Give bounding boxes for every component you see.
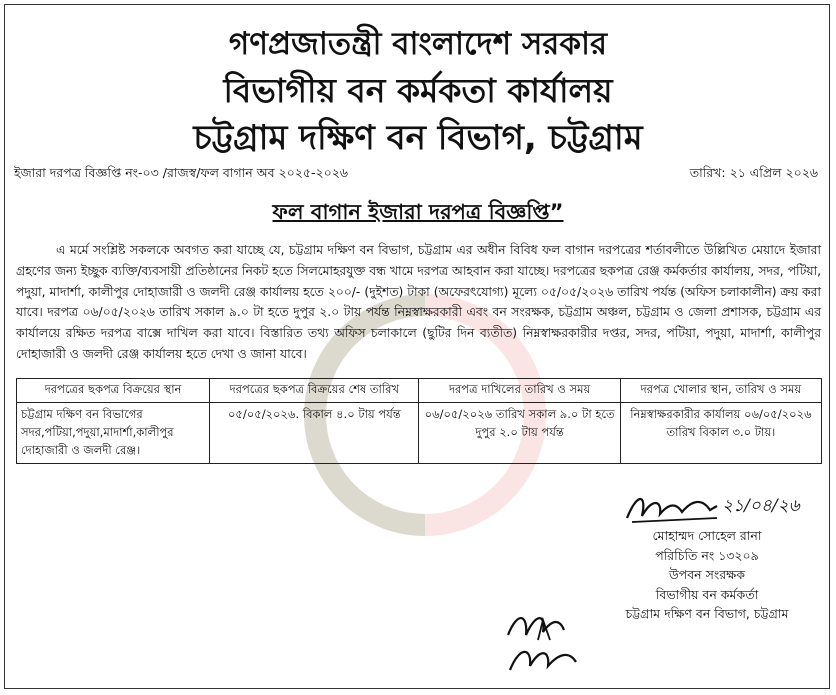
body-paragraph: এ মর্মে সংশ্লিষ্ট সকলকে অবগত করা যাচ্ছে যে, চট্টগ্রাম দক্ষিণ বন বিভাগ, চট্টগ্রাম এর অধীন বিবিধ ফল বাগান দরপত্রের শর্তাবলীতে উল্লিখিত মেয়াদে ইজারা গ্রহণের জন্য ইচ্ছুক ব্যক্তি/ব্যবসায়ী প্রতিষ্ঠানের নিকট হতে সিলমোহরযুক্ত বন্ধ খামে দরপত্র আহবান করা যাচ্ছে। দরপত্রের ছকপত্র রেঞ্জ কর্মকর্তার কার্যালয়, সদর, পটিয়া, পদুয়া, মাদার্শা, কালীপুর দোহাজারী ও জলদী রেঞ্জ কার্যালয় হতে ২০০/- (দুইশত) টাকা (অফেরৎযোগ্য) মূল্যে ০৫/০৫/২০২৬ তারিখ পর্যন্ত (অফিস চলাকালীন) ক্রয় করা যাবে। দরপত্র ০৬/০৫/২০২৬ তারিখ সকাল ৯.০ টা হতে দুপুর ২.০ টায় পর্যন্ত নিম্নস্বাক্ষরকারী এবং বন সংরক্ষক, চট্টগ্রাম অঞ্চল, চট্টগ্রাম ও জেলা প্রশাসক, চট্টগ্রাম এর কার্যালয়ে রক্ষিত দরপত্র বাক্সে দাখিল করা যাবে। বিস্তারিত তথ্য অফিস চলাকালে (ছুটির দিন ব্যতীত) নিম্নস্বাক্ষরকারীর দপ্তর, সদর, পটিয়া, পদুয়া, মাদার্শা, কালীপুর দোহাজারী ও জলদী রেঞ্জ কার্যালয় হতে দেখা ও জানা যাবে। bbox=[16, 243, 821, 361]
table-row bbox=[17, 403, 822, 464]
signatory-designation: বিভাগীয় বন কর্মকর্তা bbox=[655, 586, 759, 602]
table-cell: ০৬/০৫/২০২৬ তারিখ সকাল ৯.০ টা হতে দুপুর ২.০ টায় পর্যন্ত bbox=[419, 403, 620, 464]
table-cell: নিম্নস্বাক্ষরকারীর কার্যালয় ০৬/০৫/২০২৬ তারিখ বিকাল ৩.০ টায়। bbox=[620, 403, 821, 464]
memo-reference: ইজারা দরপত্র বিজ্ঞপ্তি নং-০৩ /রাজস্ব/ফল বাগান অব ২০২৫-২০২৬ bbox=[14, 165, 349, 180]
table-header-row bbox=[17, 379, 822, 403]
notice-title-text: ফল বাগান ইজারা দরপত্র বিজ্ঞপ্তি” bbox=[272, 200, 564, 224]
tender-schedule-table bbox=[16, 378, 822, 464]
signatory-id: পরিচিতি নং ১৩২০৯ bbox=[655, 547, 759, 563]
signature-date: ২১/০৪/২৬ bbox=[722, 496, 800, 516]
table-cell: চট্টগ্রাম দক্ষিণ বন বিভাগের সদর,পটিয়া,পদুয়া,মাদার্শা,কালীপুর দোহাজারী ও জলদী রেঞ্জ। bbox=[17, 403, 210, 464]
notice-title bbox=[0, 196, 836, 231]
table-header: দরপত্রের ছকপত্র বিক্রয়ের শেষ তারিখ bbox=[210, 379, 419, 403]
table-header: দরপত্র দাখিলের তারিখ ও সময় bbox=[419, 379, 620, 403]
header-government: গণপ্রজাতন্ত্রী বাংলাদেশ সরকার bbox=[228, 26, 608, 62]
header-office: বিভাগীয় বন কর্মকতা কার্যালয় bbox=[223, 71, 613, 110]
signatory-block bbox=[582, 526, 832, 624]
memo-date: তারিখ: ২১ এপ্রিল ২০২৬ bbox=[689, 165, 818, 180]
signatory-name: মোহাম্মদ সোহেল রানা bbox=[652, 528, 762, 543]
signatory-office: চট্টগ্রাম দক্ষিণ বন বিভাগ, চট্টগ্রাম bbox=[625, 606, 789, 621]
table-header: দরপত্র খোলার স্থান, তারিখ ও সময় bbox=[620, 379, 821, 403]
header-division: চট্টগ্রাম দক্ষিণ বন বিভাগ, চট্টগ্রাম bbox=[193, 118, 643, 158]
table-cell: ০৫/০৫/২০২৬. বিকাল ৪.০ টায় পর্যন্ত bbox=[210, 403, 419, 464]
signatory-designation: উপবন সংরক্ষক bbox=[669, 567, 745, 582]
notice-body bbox=[16, 240, 821, 365]
initials-signature bbox=[498, 600, 618, 680]
table-header: দরপত্রের ছকপত্র বিক্রয়ের স্থান bbox=[17, 379, 210, 403]
